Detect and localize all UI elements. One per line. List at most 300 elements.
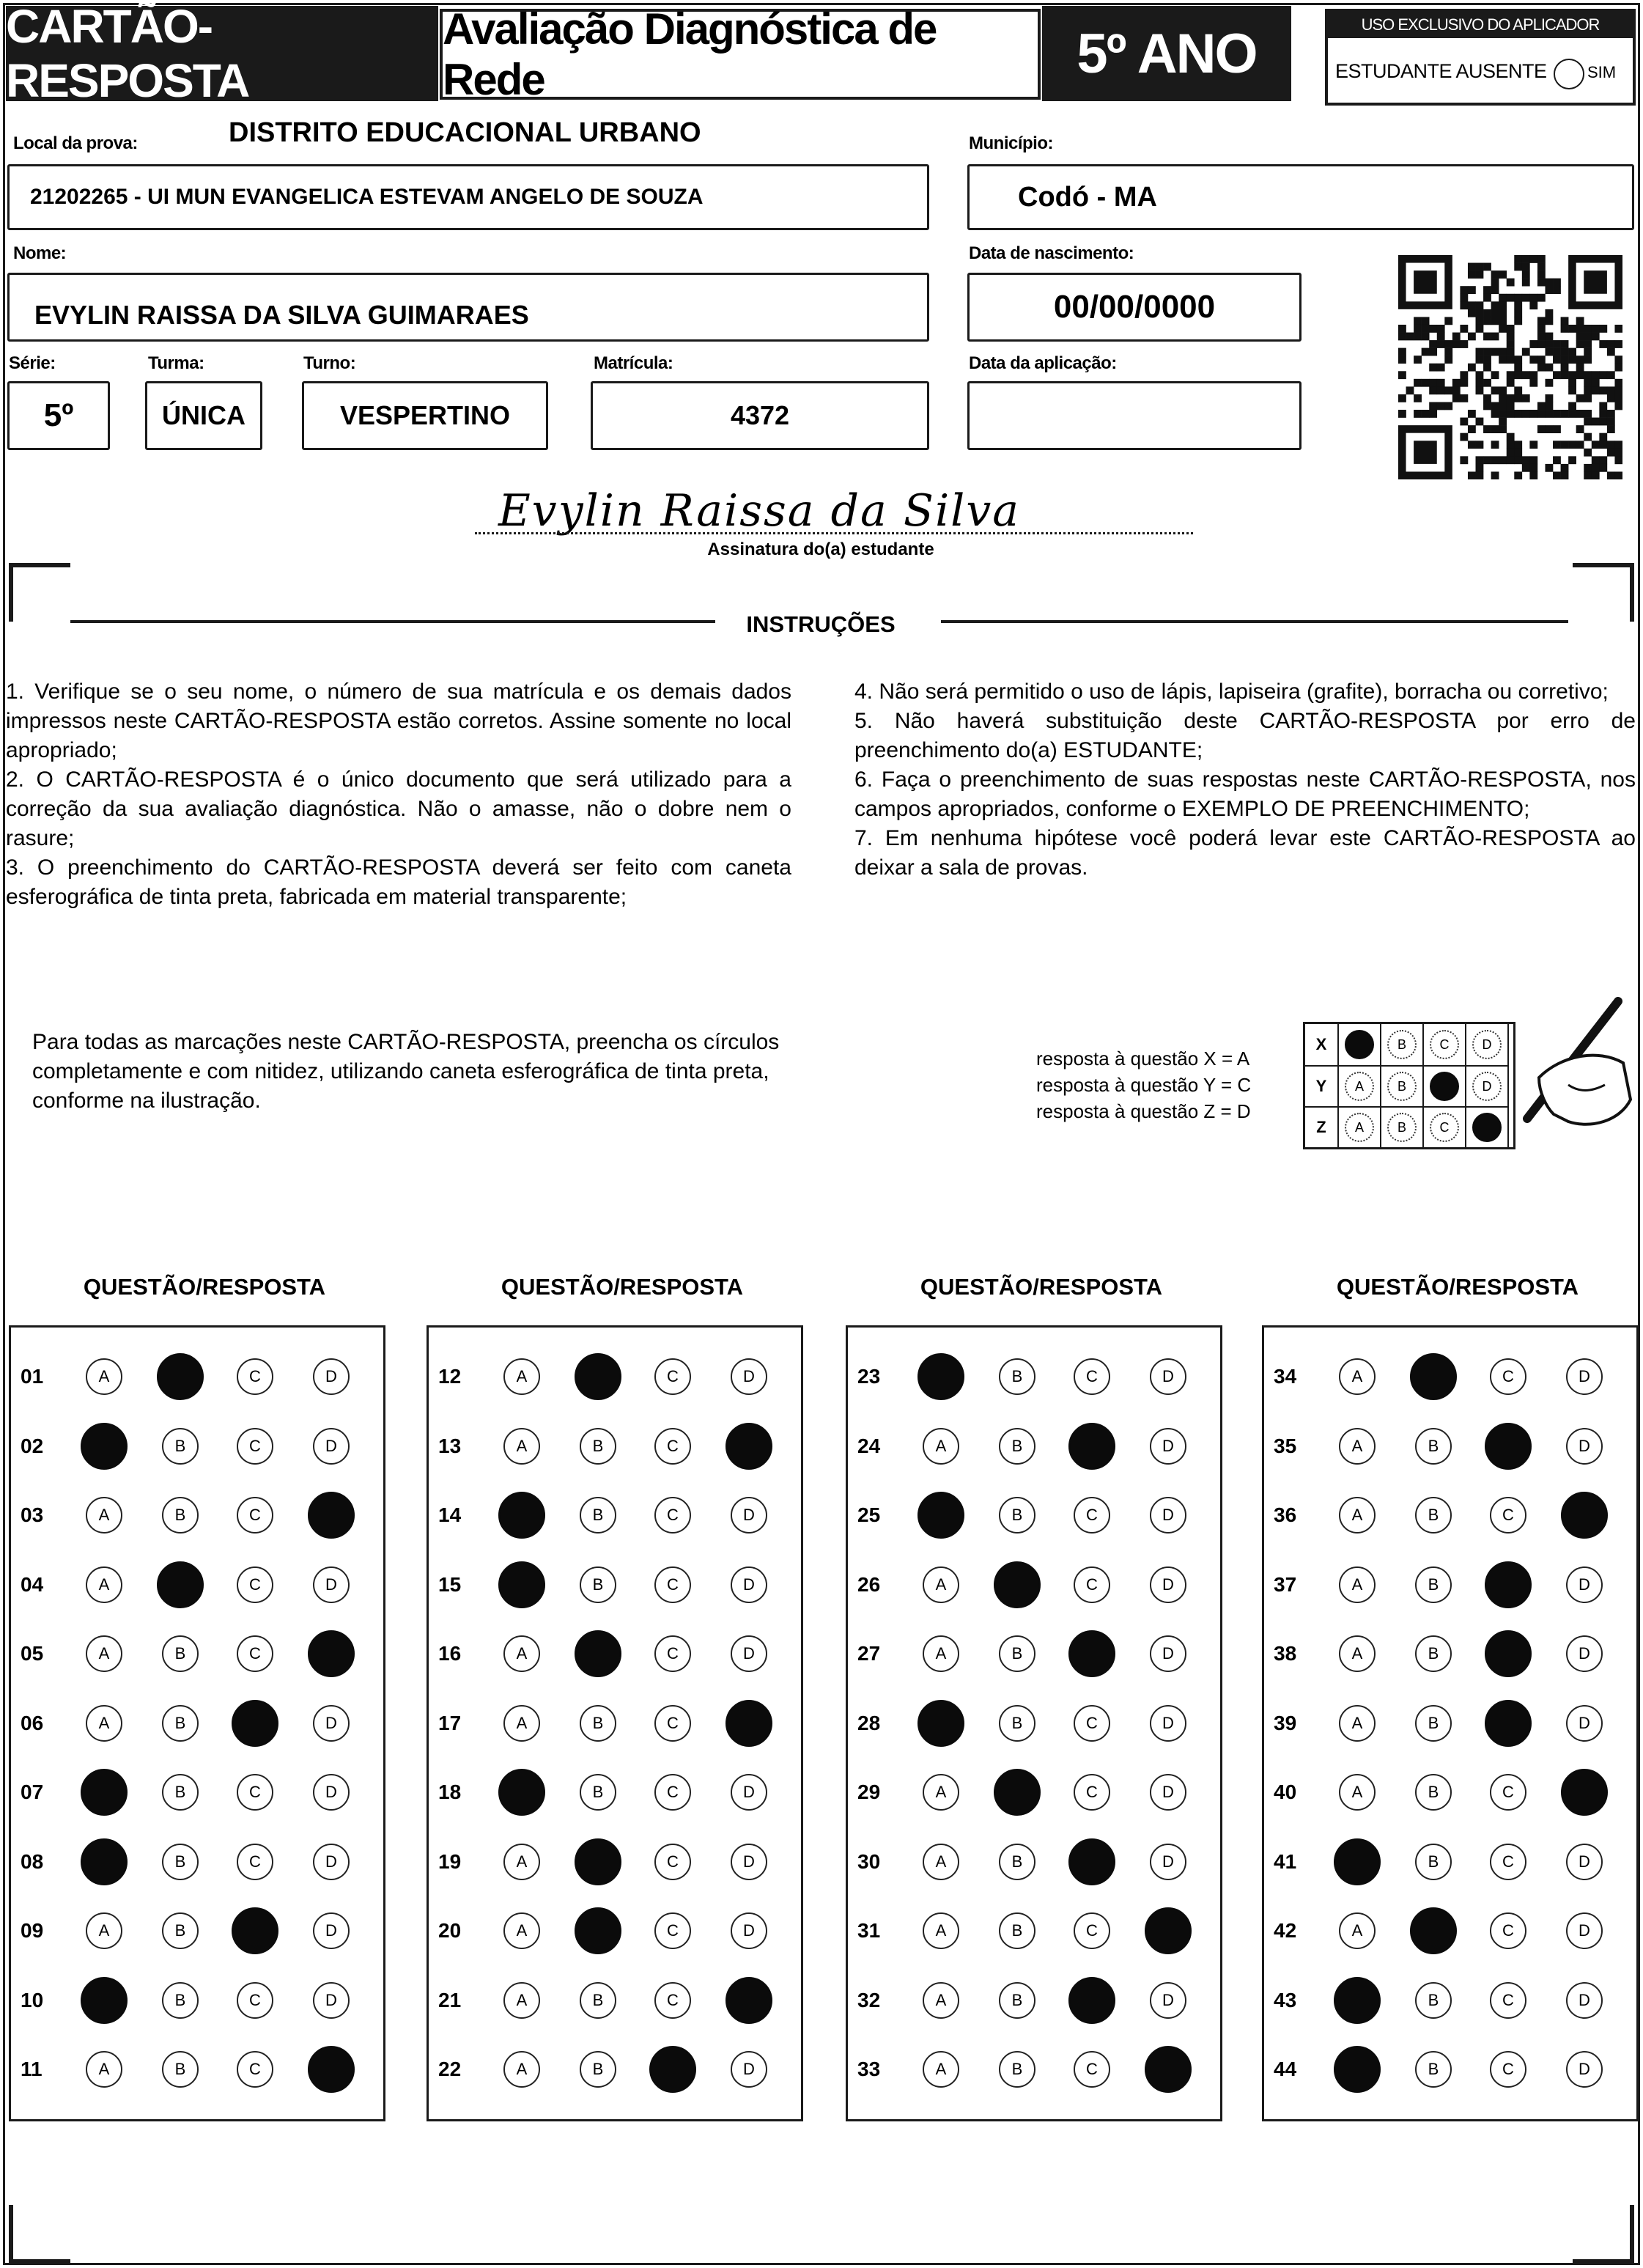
grade-badge: 5º ANO [1042,6,1291,101]
answer-bubble[interactable]: B [580,2051,616,2088]
answer-bubble-filled[interactable] [1334,1838,1381,1885]
answer-bubble[interactable]: C [1490,1358,1526,1395]
instruction-item: 5. Não haverá substituição deste CARTÃO-RESPOSTA por erro de preenchimento do(a) ESTUDANTE; [854,709,1636,762]
example-bubble-filled [1345,1030,1374,1059]
answer-bubble[interactable]: B [1415,1635,1452,1672]
answer-bubble[interactable]: D [731,1635,767,1672]
answer-bubble[interactable]: B [999,1912,1035,1949]
answer-bubble-filled[interactable] [1410,1353,1457,1400]
answer-bubble-filled[interactable] [649,2046,696,2093]
answer-bubble[interactable]: A [86,1566,122,1603]
example-legend-x: resposta à questão X = A [1036,1048,1250,1069]
answer-bubble[interactable]: D [1566,1635,1603,1672]
answer-bubble[interactable]: B [580,1705,616,1742]
answer-bubble[interactable]: D [313,1844,350,1880]
question-number: 18 [438,1781,462,1803]
answer-bubble[interactable]: A [923,2051,959,2088]
answer-bubble[interactable]: D [1150,1358,1186,1395]
answer-bubble[interactable]: B [1415,2051,1452,2088]
answer-bubble[interactable]: C [237,1982,273,2019]
answer-bubble[interactable]: B [1415,1774,1452,1811]
answer-bubble[interactable]: C [1074,1912,1110,1949]
pen-hand-icon [1495,997,1634,1144]
answer-bubble[interactable]: B [1415,1428,1452,1465]
answer-bubble[interactable]: B [162,1982,199,2019]
example-cell [1339,1106,1381,1147]
answer-bubble-filled[interactable] [81,1769,128,1816]
answer-bubble-filled[interactable] [81,1838,128,1885]
answer-bubble[interactable]: C [1490,1982,1526,2019]
answer-bubble[interactable]: D [1566,1912,1603,1949]
answer-bubble-filled[interactable] [1145,1907,1192,1954]
answer-bubble[interactable]: B [162,1844,199,1880]
answer-bubble[interactable]: C [1074,1358,1110,1395]
answer-bubble[interactable]: A [86,1635,122,1672]
question-number: 02 [21,1434,44,1457]
answer-bubble-filled[interactable] [157,1353,204,1400]
answer-bubble-filled[interactable] [308,2046,355,2093]
answer-bubble[interactable]: A [503,1358,540,1395]
question-number: 36 [1274,1503,1297,1526]
answer-bubble[interactable]: C [1490,1912,1526,1949]
question-number: 01 [21,1365,44,1388]
example-cell [1424,1065,1466,1106]
answer-bubble[interactable]: C [237,1428,273,1465]
turma-value: ÚNICA [162,400,245,430]
question-number: 06 [21,1711,44,1734]
answer-bubble[interactable]: D [731,1844,767,1880]
answer-bubble[interactable]: C [237,1358,273,1395]
question-number: 44 [1274,2058,1297,2080]
question-number: 08 [21,1849,44,1873]
answer-bubble-filled[interactable] [81,1977,128,2024]
instructions-right [854,677,1636,883]
answer-bubble-filled[interactable] [308,1492,355,1539]
answer-bubble[interactable]: B [999,1635,1035,1672]
answer-bubble[interactable]: D [313,1982,350,2019]
district-name: DISTRITO EDUCACIONAL URBANO [229,117,701,148]
nome-label: Nome: [13,243,67,263]
question-number: 10 [21,1988,44,2011]
answer-bubble-filled[interactable] [308,1630,355,1677]
nome-value: EVYLIN RAISSA DA SILVA GUIMARAES [34,300,529,330]
answer-bubble[interactable]: D [313,1358,350,1395]
answer-bubble[interactable]: A [1339,1428,1376,1465]
absent-label: ESTUDANTE AUSENTE [1335,60,1547,82]
answer-bubble[interactable]: D [1566,1428,1603,1465]
answer-bubble-filled[interactable] [575,1838,621,1885]
answer-bubble-filled[interactable] [1334,2046,1381,2093]
answer-bubble[interactable]: A [1339,1497,1376,1534]
answer-bubble[interactable]: B [999,1844,1035,1880]
answer-bubble[interactable]: A [503,1635,540,1672]
example-legend-z: resposta à questão Z = D [1036,1100,1251,1122]
school-value: 21202265 - UI MUN EVANGELICA ESTEVAM ANGELO DE SOUZA [30,185,704,209]
signature-line [475,532,1193,534]
answer-bubble[interactable]: A [923,1428,959,1465]
example-grid [1303,1022,1515,1149]
answer-bubble[interactable]: C [1490,1497,1526,1534]
question-number: 38 [1274,1642,1297,1665]
answer-bubble[interactable]: C [1490,1844,1526,1880]
question-number: 14 [438,1503,462,1526]
answer-bubble[interactable]: A [86,1497,122,1534]
example-bubble: D [1472,1030,1502,1059]
answer-bubble[interactable]: B [162,1912,199,1949]
question-number: 03 [21,1503,44,1526]
column-header: QUESTÃO/RESPOSTA [1336,1274,1579,1300]
answer-bubble[interactable]: D [1150,1428,1186,1465]
answer-bubble-filled[interactable] [725,1700,772,1747]
example-row-label: Y [1305,1065,1339,1106]
instruction-item: 6. Faça o preenchimento de suas respostas neste CARTÃO-RESPOSTA, nos campos apropriados, conforme o EXEMPLO DE PREENCHIMENTO; [854,767,1636,821]
example-bubble: C [1430,1113,1459,1142]
answer-bubble[interactable]: C [654,1844,691,1880]
question-number: 30 [857,1849,881,1873]
example-cell [1339,1065,1381,1106]
turno-value: VESPERTINO [339,400,511,430]
answer-bubble[interactable]: D [1150,1774,1186,1811]
corner-mark-tr [1573,563,1634,622]
answer-bubble[interactable]: C [1074,1566,1110,1603]
question-number: 40 [1274,1781,1297,1803]
answer-bubble[interactable]: A [923,1635,959,1672]
answer-bubble[interactable]: D [1566,1705,1603,1742]
answer-bubble[interactable]: C [1074,1705,1110,1742]
answer-bubble[interactable]: B [162,2051,199,2088]
nascimento-field [967,273,1302,342]
answer-bubble-filled[interactable] [232,1907,278,1954]
question-number: 22 [438,2058,462,2080]
instruction-item: 4. Não será permitido o uso de lápis, lapiseira (grafite), borracha ou corretivo; [854,680,1609,704]
answer-bubble[interactable]: C [654,1635,691,1672]
column-header: QUESTÃO/RESPOSTA [83,1274,326,1300]
card-title: CARTÃO-RESPOSTA [6,6,438,101]
answer-bubble-filled[interactable] [918,1492,964,1539]
answer-bubble[interactable]: D [1566,1844,1603,1880]
municipio-field [967,164,1634,230]
answer-bubble[interactable]: A [1339,1358,1376,1395]
answer-bubble[interactable]: A [1339,1705,1376,1742]
answer-bubble[interactable]: B [162,1428,199,1465]
answer-bubble[interactable]: D [1566,1566,1603,1603]
answer-bubble-filled[interactable] [994,1561,1041,1608]
answer-bubble-filled[interactable] [1410,1907,1457,1954]
exam-title: Avaliação Diagnóstica de Rede [440,9,1041,100]
column-header: QUESTÃO/RESPOSTA [501,1274,744,1300]
municipio-label: Município: [969,133,1053,153]
question-number: 13 [438,1434,462,1457]
answer-bubble[interactable]: D [1150,1705,1186,1742]
answer-bubble-filled[interactable] [1485,1561,1532,1608]
answer-bubble[interactable]: A [503,2051,540,2088]
answer-bubble-filled[interactable] [575,1353,621,1400]
answer-bubble-filled[interactable] [1068,1630,1115,1677]
answer-bubble-filled[interactable] [994,1769,1041,1816]
answer-bubble-filled[interactable] [918,1353,964,1400]
example-bubble: C [1430,1030,1459,1059]
answer-bubble[interactable]: D [731,1566,767,1603]
answer-bubble-filled[interactable] [1068,1423,1115,1470]
instruction-item: 7. Em nenhuma hipótese você poderá levar este CARTÃO-RESPOSTA ao deixar a sala de provas. [854,826,1636,880]
answer-bubble[interactable]: B [999,1497,1035,1534]
corner-mark-tl [9,563,70,622]
applicator-box [1325,9,1636,106]
answer-bubble[interactable]: C [654,1912,691,1949]
answer-bubble[interactable]: C [1074,1774,1110,1811]
answer-bubble[interactable]: B [999,1428,1035,1465]
answer-bubble[interactable]: D [1150,1566,1186,1603]
answer-bubble[interactable]: D [1150,1497,1186,1534]
answer-bubble-filled[interactable] [1145,2046,1192,2093]
question-number: 29 [857,1781,881,1803]
answer-bubble-filled[interactable] [1485,1630,1532,1677]
answer-bubble-filled[interactable] [1068,1838,1115,1885]
answer-bubble[interactable]: C [654,1566,691,1603]
answer-bubble[interactable]: A [86,1705,122,1742]
answer-bubble[interactable]: B [1415,1566,1452,1603]
nascimento-label: Data de nascimento: [969,243,1134,263]
answer-bubble[interactable]: C [237,1844,273,1880]
answer-bubble[interactable]: D [313,1705,350,1742]
answer-bubble-filled[interactable] [575,1630,621,1677]
answer-bubble[interactable]: A [503,1912,540,1949]
example-row-label: X [1305,1024,1339,1065]
instruction-item: 3. O preenchimento do CARTÃO-RESPOSTA deverá ser feito com caneta esferográfica de tinta preta, fabricada em material transparente; [6,855,791,909]
example-legend-y: resposta à questão Y = C [1036,1074,1252,1096]
answer-bubble[interactable]: B [999,1982,1035,2019]
example-row-label: Z [1305,1106,1339,1147]
answer-bubble[interactable]: C [654,1774,691,1811]
answer-bubble[interactable]: D [1150,1635,1186,1672]
example-bubble: B [1387,1030,1417,1059]
answer-bubble[interactable]: A [923,1912,959,1949]
corner-mark-br [1573,2205,1634,2264]
example-bubble: B [1387,1072,1417,1101]
question-number: 32 [857,1988,881,2011]
question-number: 17 [438,1711,462,1734]
question-number: 35 [1274,1434,1297,1457]
question-number: 41 [1274,1849,1297,1873]
example-bubble: A [1345,1113,1374,1142]
answer-bubble[interactable]: C [237,1774,273,1811]
answer-bubble-filled[interactable] [498,1769,545,1816]
nascimento-value: 00/00/0000 [1053,289,1216,325]
turno-label: Turno: [303,353,356,373]
question-number: 24 [857,1434,881,1457]
answer-bubble[interactable]: D [313,1774,350,1811]
answer-bubble[interactable]: A [1339,1774,1376,1811]
question-number: 05 [21,1642,44,1665]
answer-bubble-filled[interactable] [1485,1700,1532,1747]
example-legend [1036,1045,1251,1124]
question-number: 42 [1274,1919,1297,1942]
answer-bubble-filled[interactable] [1334,1977,1381,2024]
answer-bubble[interactable]: A [503,1428,540,1465]
aplicacao-field [967,381,1302,450]
answer-bubble[interactable]: B [999,1705,1035,1742]
qr-code-graphic [1398,255,1622,479]
answer-bubble[interactable]: C [654,1358,691,1395]
answer-bubble-filled[interactable] [1561,1769,1608,1816]
answer-bubble-filled[interactable] [1561,1492,1608,1539]
answer-bubble[interactable]: B [1415,1497,1452,1534]
answer-bubble[interactable]: B [999,1358,1035,1395]
answer-bubble[interactable]: A [1339,1635,1376,1672]
corner-mark-bl [9,2205,70,2264]
answer-bubble-filled[interactable] [498,1492,545,1539]
column-header: QUESTÃO/RESPOSTA [920,1274,1163,1300]
answer-bubble[interactable]: A [923,1774,959,1811]
question-number: 12 [438,1365,462,1388]
answer-bubble[interactable]: B [162,1497,199,1534]
instructions-rule-left [70,620,715,623]
answer-bubble[interactable]: C [654,1428,691,1465]
local-label: Local da prova: [13,133,138,153]
answer-bubble[interactable]: B [580,1566,616,1603]
turma-label: Turma: [148,353,204,373]
answer-bubble-filled[interactable] [81,1423,128,1470]
example-bubble-filled [1430,1072,1459,1101]
answer-bubble[interactable]: D [1150,1982,1186,2019]
answer-bubble[interactable]: D [731,2051,767,2088]
answer-bubble[interactable]: B [580,1774,616,1811]
answer-bubble[interactable]: D [1566,2051,1603,2088]
answer-bubble[interactable]: D [731,1358,767,1395]
question-number: 11 [21,2058,43,2080]
pen-hand-graphic [1495,997,1634,1144]
answer-bubble[interactable]: C [1074,2051,1110,2088]
question-number: 16 [438,1642,462,1665]
matricula-field [591,381,929,450]
answer-bubble[interactable]: C [1490,1774,1526,1811]
signature: Evylin Raissa da Silva [498,485,1021,537]
answer-bubble[interactable]: B [162,1705,199,1742]
answer-bubble[interactable]: D [313,1566,350,1603]
example-cell [1339,1024,1381,1065]
question-number: 33 [857,2058,881,2080]
signature-label: Assinatura do(a) estudante [707,540,934,559]
answer-bubble[interactable]: B [580,1497,616,1534]
question-number: 34 [1274,1365,1297,1388]
example-bubble: A [1345,1072,1374,1101]
answer-bubble-filled[interactable] [1485,1423,1532,1470]
answer-bubble[interactable]: C [654,1705,691,1742]
municipio-value: Codó - MA [1018,181,1157,213]
answer-bubble[interactable]: C [654,1497,691,1534]
answer-bubble[interactable]: D [1566,1358,1603,1395]
answer-bubble-filled[interactable] [498,1561,545,1608]
answer-bubble[interactable]: A [86,2051,122,2088]
answer-bubble[interactable]: B [999,2051,1035,2088]
applicator-label: USO EXCLUSIVO DO APLICADOR [1328,12,1633,38]
answer-bubble-filled[interactable] [725,1423,772,1470]
answer-bubble[interactable]: D [313,1912,350,1949]
matricula-value: 4372 [730,400,790,430]
example-cell [1424,1106,1466,1147]
answer-bubble[interactable]: A [1339,1912,1376,1949]
turno-field [302,381,548,450]
answer-bubble-filled[interactable] [918,1700,964,1747]
aplicacao-label: Data da aplicação: [969,353,1117,373]
answer-bubble[interactable]: C [237,2051,273,2088]
question-number: 27 [857,1642,881,1665]
example-cell [1381,1106,1424,1147]
serie-label: Série: [9,353,56,373]
answer-bubble[interactable]: B [162,1635,199,1672]
answer-bubble[interactable]: A [86,1912,122,1949]
answer-bubble[interactable]: C [237,1635,273,1672]
question-number: 31 [857,1919,881,1942]
answer-bubble[interactable]: A [923,1844,959,1880]
answer-bubble-filled[interactable] [1068,1977,1115,2024]
answer-bubble[interactable]: A [923,1982,959,2019]
example-text: Para todas as marcações neste CARTÃO-RESPOSTA, preencha os círculos completamente e com nitidez, utilizando caneta esferográfica de tinta preta, conforme na ilustração. [32,1030,780,1113]
question-number: 37 [1274,1572,1297,1596]
school-field [7,164,929,230]
answer-bubble[interactable]: D [731,1912,767,1949]
answer-bubble[interactable]: C [237,1566,273,1603]
matricula-label: Matrícula: [594,353,673,373]
answer-bubble[interactable]: C [237,1497,273,1534]
answer-bubble[interactable]: B [1415,1844,1452,1880]
answer-bubble-filled[interactable] [232,1700,278,1747]
answer-bubble[interactable]: B [162,1774,199,1811]
answer-bubble[interactable]: C [654,1982,691,2019]
answer-bubble[interactable]: B [580,1428,616,1465]
instructions-left [6,677,791,912]
answer-bubble[interactable]: B [1415,1705,1452,1742]
answer-bubble[interactable]: D [1150,1844,1186,1880]
answer-bubble[interactable]: D [731,1774,767,1811]
question-number: 28 [857,1711,881,1734]
instructions-rule-right [941,620,1568,623]
answer-bubble[interactable]: D [1566,1982,1603,2019]
answer-bubble[interactable]: A [503,1705,540,1742]
answer-bubble[interactable]: A [86,1358,122,1395]
answer-bubble[interactable]: B [580,1982,616,2019]
question-number: 15 [438,1572,462,1596]
question-number: 09 [21,1919,44,1942]
answer-bubble-filled[interactable] [157,1561,204,1608]
answer-bubble[interactable]: C [1490,2051,1526,2088]
question-number: 23 [857,1365,881,1388]
answer-bubble[interactable]: C [1074,1497,1110,1534]
question-number: 39 [1274,1711,1297,1734]
answer-bubble[interactable]: A [1339,1566,1376,1603]
question-number: 25 [857,1503,881,1526]
instruction-item: 2. O CARTÃO-RESPOSTA é o único documento que será utilizado para a correção da sua avaliação diagnóstica. Não o amasse, não o dobre nem o rasure; [6,767,791,850]
answer-bubble[interactable]: A [503,1982,540,2019]
serie-field [7,381,110,450]
answer-bubble[interactable]: D [313,1428,350,1465]
question-number: 07 [21,1781,44,1803]
answer-bubble-filled[interactable] [725,1977,772,2024]
example-cell [1424,1024,1466,1065]
instructions-title: INSTRUÇÕES [746,611,896,637]
answer-bubble[interactable]: A [923,1566,959,1603]
answer-bubble[interactable]: D [731,1497,767,1534]
example-bubble: D [1472,1072,1502,1101]
answer-bubble[interactable]: A [503,1844,540,1880]
absent-option-label: SIM [1587,63,1617,81]
answer-bubble-filled[interactable] [575,1907,621,1954]
question-number: 21 [438,1988,462,2011]
answer-bubble[interactable]: B [1415,1982,1452,2019]
question-number: 43 [1274,1988,1297,2011]
qr-code [1398,255,1622,479]
absent-bubble[interactable] [1554,59,1584,89]
